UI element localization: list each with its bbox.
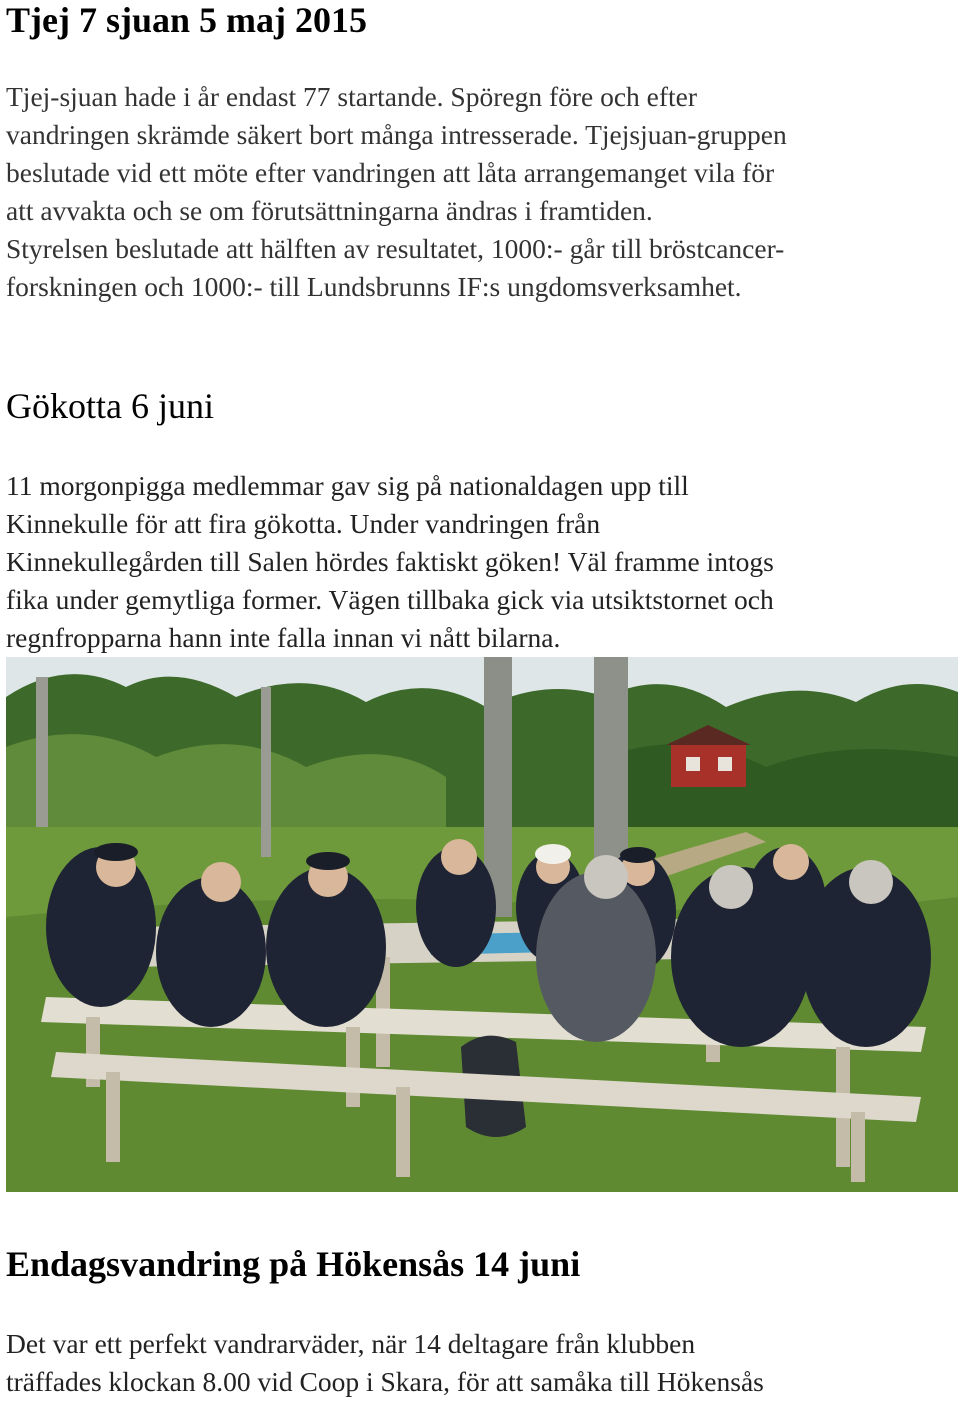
- text-line: träffades klockan 8.00 vid Coop i Skara, för att samåka till Hökensås: [6, 1366, 764, 1397]
- text-line: Tjej-sjuan hade i år endast 77 startande. Spöregn före och efter: [6, 81, 698, 112]
- section-heading-endag: Endagsvandring på Hökensås 14 juni: [6, 1244, 581, 1284]
- text-line: Kinnekullegården till Salen hördes faktiskt göken! Väl framme intogs: [6, 546, 774, 577]
- text-line: vandringen skrämde säkert bort många intresserade. Tjejsjuan-gruppen: [6, 119, 787, 150]
- section-heading-gokotta: Gökotta 6 juni: [6, 386, 214, 426]
- text-line: att avvakta och se om förutsättningarna ändras i framtiden.: [6, 195, 653, 226]
- text-line: fika under gemytliga former. Vägen tillbaka gick via utsiktstornet och: [6, 584, 774, 615]
- paragraph-tjej: [6, 78, 956, 306]
- section-heading-tjej: Tjej 7 sjuan 5 maj 2015: [6, 0, 367, 40]
- text-line: beslutade vid ett möte efter vandringen att låta arrangemanget vila för: [6, 157, 775, 188]
- text-line: Styrelsen beslutade att hälften av resultatet, 1000:- går till bröstcancer-: [6, 233, 785, 264]
- text-line: 11 morgonpigga medlemmar gav sig på nationaldagen upp till: [6, 470, 689, 501]
- text-line: forskningen och 1000:- till Lundsbrunns IF:s ungdomsverksamhet.: [6, 271, 742, 302]
- text-line: Det var ett perfekt vandrarväder, när 14 deltagare från klubben: [6, 1328, 696, 1359]
- text-line: Kinnekulle för att fira gökotta. Under vandringen från: [6, 508, 601, 539]
- gokotta-group-photo: [6, 657, 958, 1192]
- paragraph-endag: [6, 1325, 956, 1401]
- text-line: regnfropparna hann inte falla innan vi nått bilarna.: [6, 622, 561, 653]
- paragraph-gokotta: [6, 467, 956, 657]
